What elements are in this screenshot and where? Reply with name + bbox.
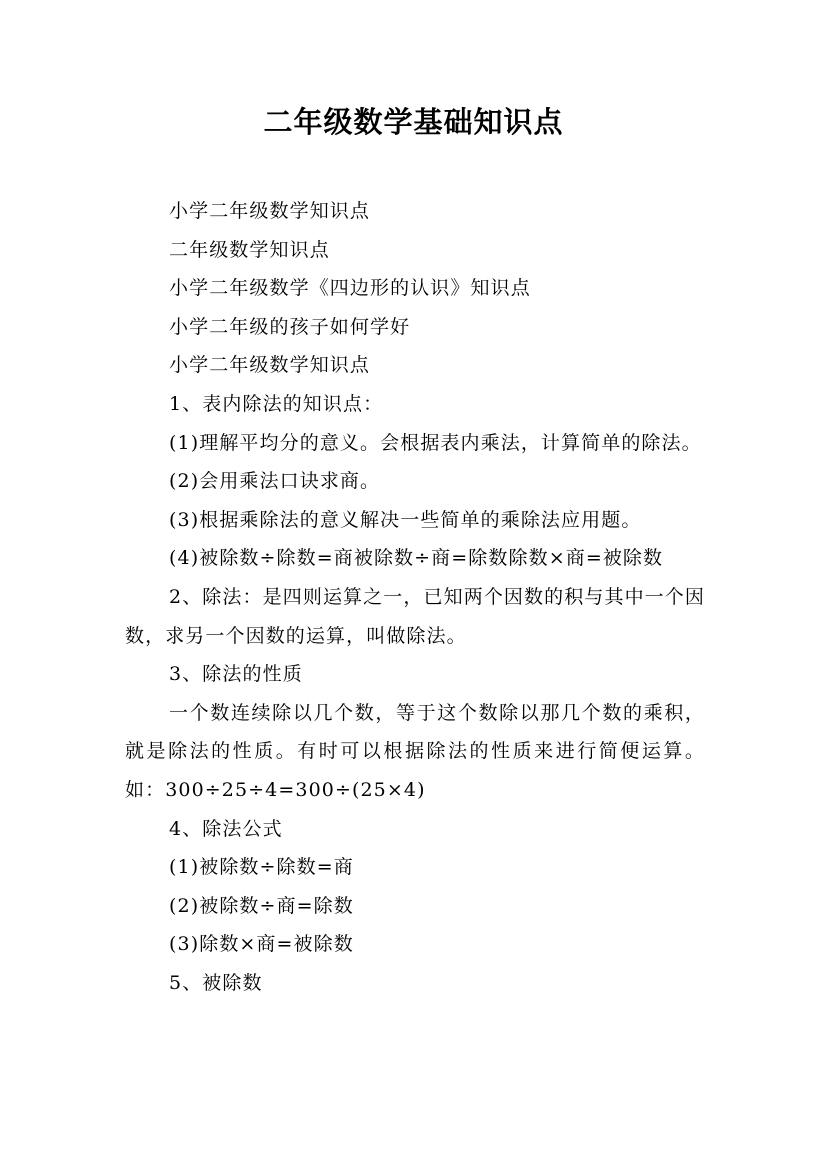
paragraph: 小学二年级数学《四边形的认识》知识点 [169, 277, 531, 300]
paragraph: 1、表内除法的知识点： [169, 392, 384, 415]
paragraph: 二年级数学知识点 [169, 238, 330, 261]
document-title: 二年级数学基础知识点 [263, 105, 564, 139]
paragraph: 5、被除数 [169, 971, 263, 994]
paragraph: 小学二年级的孩子如何学好 [169, 315, 411, 338]
paragraph: 3、除法的性质 [169, 663, 303, 686]
paragraph: (1)理解平均分的意义。会根据表内乘法，计算简单的除法。 [169, 431, 702, 454]
paragraph: 小学二年级数学知识点 [169, 354, 371, 377]
paragraph: (2)被除数÷商=除数 [169, 894, 354, 917]
paragraph: 小学二年级数学知识点 [169, 200, 371, 222]
paragraph: (4)被除数÷除数=商被除数÷商=除数除数×商=被除数 [169, 547, 664, 570]
paragraph: (3)根据乘除法的意义解决一些简单的乘除法应用题。 [169, 508, 642, 531]
paragraph: 2、除法：是四则运算之一，已知两个因数的积与其中一个因数，求另一个因数的运算，叫做除法。 [125, 585, 705, 647]
paragraph: 一个数连续除以几个数，等于这个数除以那几个数的乘积，就是除法的性质。有时可以根据除法的性质来进行简便运算。如：300÷25÷4=300÷(25×4) [125, 701, 705, 801]
paragraph: (1)被除数÷除数=商 [169, 856, 354, 879]
paragraph: 4、除法公式 [169, 817, 283, 840]
document-body [125, 192, 705, 1002]
paragraph: (2)会用乘法口诀求商。 [169, 470, 381, 493]
paragraph: (3)除数×商=被除数 [169, 933, 354, 956]
